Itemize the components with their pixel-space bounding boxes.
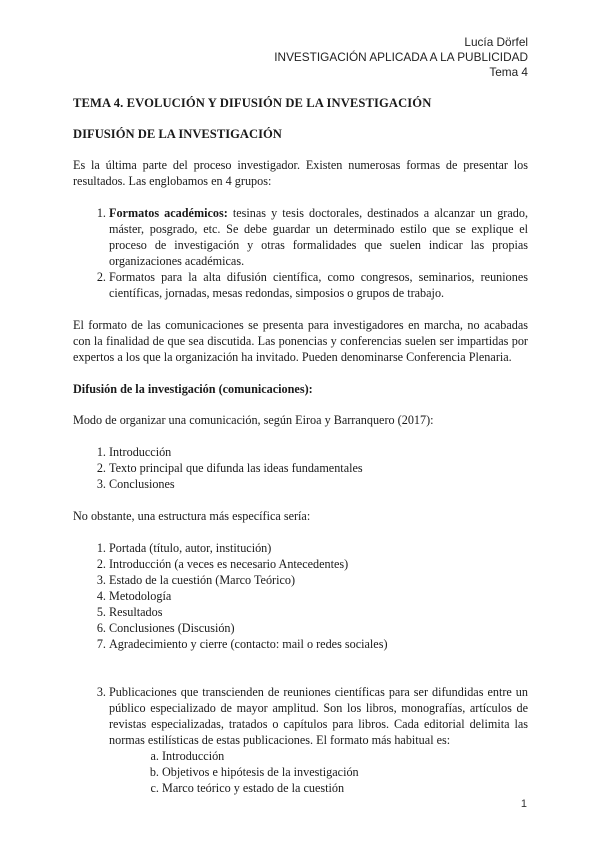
intro-paragraph: Es la última parte del proceso investigador. Existen numerosas formas de presentar los resultados. Las englobamos en 4 grupos: bbox=[73, 158, 528, 188]
groups-list-continued bbox=[73, 684, 528, 796]
groups-list bbox=[73, 205, 528, 301]
organize-list bbox=[73, 444, 528, 492]
list-item: 3. Conclusiones bbox=[109, 476, 528, 492]
list-item-text: tesinas y tesis doctorales, destinados a alcanzar un grado, máster, posgrado, etc. Se debe guardar un determinado estilo que se explique el proceso de investigación y otras formalidades que suelen indicar las propias organizaciones académicas. bbox=[109, 206, 528, 268]
section-heading: Difusión de la investigación (comunicaciones): bbox=[73, 382, 313, 396]
list-item: 4. Metodología bbox=[109, 588, 528, 604]
list-item: 2. Formatos para la alta difusión científica, como congresos, seminarios, reuniones científicas, jornadas, mesas redondas, simposios o grupos de trabajo. bbox=[109, 269, 528, 301]
list-item: 1. Portada (título, autor, institución) bbox=[109, 540, 528, 556]
organize-intro: Modo de organizar una comunicación, según Eiroa y Barranquero (2017): bbox=[73, 413, 434, 427]
page-header bbox=[274, 35, 528, 80]
communications-paragraph: El formato de las comunicaciones se presenta para investigadores en marcha, no acabadas con la finalidad de que sea discutida. Las ponencias y conferencias suelen ser impartidas por expertos a los que la organización ha invitado. Pueden denominarse Conferencia Plenaria. bbox=[73, 318, 528, 364]
page-number: 1 bbox=[520, 798, 527, 810]
list-item bbox=[109, 684, 528, 796]
list-item: 5. Resultados bbox=[109, 604, 528, 620]
header-course: INVESTIGACIÓN APLICADA A LA PUBLICIDAD bbox=[274, 50, 528, 64]
section-title: DIFUSIÓN DE LA INVESTIGACIÓN bbox=[73, 127, 282, 141]
list-item-bold: Formatos académicos: bbox=[109, 206, 228, 220]
header-topic: Tema 4 bbox=[489, 65, 528, 79]
list-item: 3. Estado de la cuestión (Marco Teórico) bbox=[109, 572, 528, 588]
sub-list-item: b. Objetivos e hipótesis de la investigación bbox=[162, 764, 528, 780]
list-item: 2. Texto principal que difunda las ideas fundamentales bbox=[109, 460, 528, 476]
list-item: 1. Introducción bbox=[109, 444, 528, 460]
list-item bbox=[109, 205, 528, 269]
sub-list bbox=[109, 748, 528, 796]
list-item: 2. Introducción (a veces es necesario Antecedentes) bbox=[109, 556, 528, 572]
list-item: 7. Agradecimiento y cierre (contacto: mail o redes sociales) bbox=[109, 636, 528, 652]
document-body bbox=[73, 95, 528, 812]
specific-list bbox=[73, 540, 528, 652]
sub-list-item: a. Introducción bbox=[162, 748, 528, 764]
list-item: 6. Conclusiones (Discusión) bbox=[109, 620, 528, 636]
list-item-text: Publicaciones que transcienden de reuniones científicas para ser difundidas entre un público especializado de mayor amplitud. Son los libros, monografías, artículos de revistas especializadas, tratados o capítulos para libros. Cada editorial delimita las normas estilísticas de estas publicaciones. El formato más habitual es: bbox=[109, 685, 528, 747]
specific-intro: No obstante, una estructura más específica sería: bbox=[73, 509, 311, 523]
spacer bbox=[73, 668, 528, 684]
document-title: TEMA 4. EVOLUCIÓN Y DIFUSIÓN DE LA INVESTIGACIÓN bbox=[73, 96, 432, 110]
header-author: Lucía Dörfel bbox=[464, 35, 528, 49]
sub-list-item: c. Marco teórico y estado de la cuestión bbox=[162, 780, 528, 796]
